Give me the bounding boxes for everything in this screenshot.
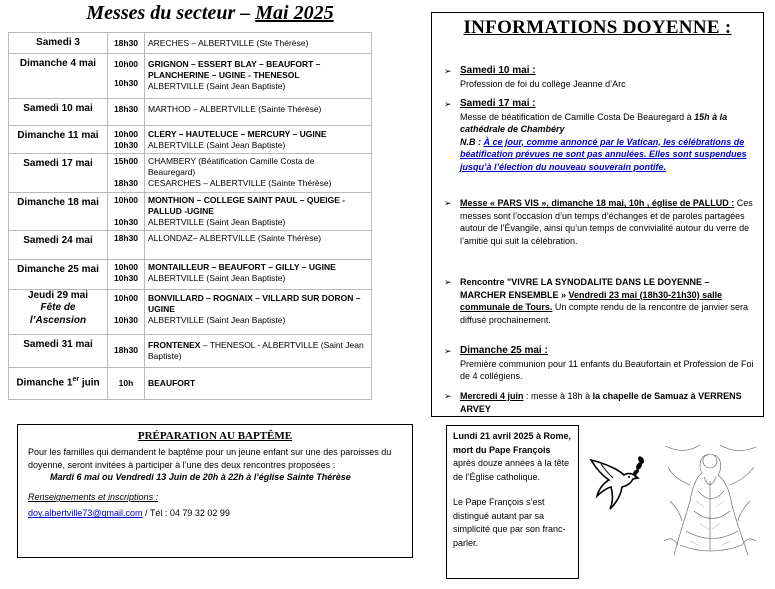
row-places: CHAMBERY (Béatification Camille Costa de Beauregard) CESARCHES – ALBERTVILLE (Sainte Thérèse) [145, 154, 372, 193]
info-item: ➢ Messe « PARS VIS », dimanche 18 mai, 10h , église de PALLUD : Ces messes sont l’occasion d’un temps d’échanges et de paroles partagées autour de l’Évangile, ainsi qu’un temps de convivialité autour du verre de l’amitié qui suit la célébration. [444, 198, 753, 246]
row-day: Dimanche 1er juin [9, 368, 108, 400]
row-places: ALLONDAZ– ALBERTVILLE (Sainte Thérèse) [145, 231, 372, 260]
table-row [9, 335, 372, 368]
row-times: 10h00 10h30 [108, 54, 145, 99]
row-day: Samedi 3 [9, 33, 108, 54]
row-day: Samedi 17 mai [9, 154, 108, 193]
info-item: ➢ Rencontre "VIVRE LA SYNODALITE DANS LE DOYENNE – MARCHER ENSEMBLE » Vendredi 23 mai (18h30-21h30) salle communale de Tours. Un compte rendu de la rencontre de janvier sera diffusé prochainement. [444, 277, 748, 325]
table-row [9, 290, 372, 335]
baptism-text: Pour les familles qui demandent le baptême pour un jeune enfant sur une des paroisses du doyenné, seront invitées à participer à l’une des deux rencontres proposées : [28, 447, 392, 470]
phone-number: / Tél : 04 79 32 02 99 [142, 508, 230, 519]
arrow-bullet-icon: ➢ [444, 277, 452, 287]
beatification-note: À ce jour, comme annoncé par le Vatican, les célébrations de béatification prévues ne sont pas annulées. Elles sont suspendues jusqu’à l’élection du nouveau souverain pontife. [460, 136, 747, 172]
info-item: ➢ Dimanche 25 mai : Première communion pour 11 enfants du Beaufortain et Profession de Foi de 4 collégiens. [444, 345, 754, 381]
row-day: Dimanche 18 mai [9, 193, 108, 231]
info-item: ➢ Samedi 17 mai : Messe de béatification de Camille Costa De Beauregard à 15h à la cathédrale de Chambéry N.B : À ce jour, comme annoncé par le Vatican, les célébrations de béatification prévues ne sont pas annulées. Elles sont suspendues jusqu’à l’élection du nouveau souverain pontife. [444, 98, 747, 172]
baptism-box [17, 424, 413, 558]
arrow-bullet-icon: ➢ [444, 99, 452, 109]
row-places: MONTAILLEUR – BEAUFORT – GILLY – UGINE ALBERTVILLE (Saint Jean Baptiste) [145, 260, 372, 290]
pope-sketch-illustration [660, 441, 760, 559]
row-day: Samedi 31 mai [9, 335, 108, 368]
row-places: CLERY – HAUTELUCE – MERCURY – UGINE ALBERTVILLE (Saint Jean Baptiste) [145, 126, 372, 154]
masses-title [0, 2, 420, 25]
row-day: Dimanche 25 mai [9, 260, 108, 290]
dove-with-olive-branch-icon [583, 452, 645, 514]
row-times: 10h [108, 368, 145, 400]
arrow-bullet-icon: ➢ [444, 198, 452, 208]
row-day: Dimanche 4 mai [9, 54, 108, 99]
table-row [9, 126, 372, 154]
info-item: ➢ Mercredi 4 juin : messe à 18h à la chapelle de Samuaz à VERRENS ARVEY [444, 391, 742, 414]
arrow-bullet-icon: ➢ [444, 66, 452, 76]
arrow-bullet-icon: ➢ [444, 391, 452, 401]
row-day: Samedi 10 mai [9, 99, 108, 126]
table-row [9, 368, 372, 400]
row-places: MARTHOD – ALBERTVILLE (Sainte Thérèse) [145, 99, 372, 126]
row-times: 18h30 [108, 335, 145, 368]
row-places: BONVILLARD – ROGNAIX – VILLARD SUR DORON – UGINE ALBERTVILLE (Saint Jean Baptiste) [145, 290, 372, 335]
mass-schedule-table [8, 32, 372, 400]
pope-text: Le Pape François s’est distingué autant par sa simplicité que par son franc-parler. [453, 497, 566, 548]
masses-title-month: Mai 2025 [255, 2, 334, 24]
masses-title-prefix: Messes du secteur – [86, 2, 256, 24]
table-row [9, 99, 372, 126]
row-times: 10h00 10h30 [108, 290, 145, 335]
table-row [9, 54, 372, 99]
row-times: 15h00 18h30 [108, 154, 145, 193]
row-places: ARECHES – ALBERTVILLE (Ste Thérèse) [145, 33, 372, 54]
table-row [9, 231, 372, 260]
row-times: 10h00 10h30 [108, 193, 145, 231]
row-times: 18h30 [108, 33, 145, 54]
row-times: 10h00 10h30 [108, 260, 145, 290]
row-times: 18h30 [108, 99, 145, 126]
table-row [9, 33, 372, 54]
pope-francis-box: Lundi 21 avril 2025 à Rome, mort du Pape François après douze années à la tête de l’Église catholique. Le Pape François s’est distingué autant par sa simplicité que par son franc-parler. [446, 425, 579, 579]
table-row [9, 193, 372, 231]
pope-head: Lundi 21 avril 2025 à Rome, mort du Pape François [453, 431, 572, 455]
row-places: GRIGNON – ESSERT BLAY – BEAUFORT – PLANCHERINE – UGINE - THENESOL ALBERTVILLE (Saint Jean Baptiste) [145, 54, 372, 99]
contact-label: Renseignements et inscriptions : [28, 492, 159, 503]
row-day: Dimanche 11 mai [9, 126, 108, 154]
row-times: 18h30 [108, 231, 145, 260]
row-places: MONTHION – COLLEGE SAINT PAUL – QUEIGE - PALLUD -UGINE ALBERTVILLE (Saint Jean Baptiste) [145, 193, 372, 231]
info-title: INFORMATIONS DOYENNE : [463, 17, 732, 38]
info-doyenne-box [431, 12, 764, 417]
info-item: ➢ Samedi 10 mai : Profession de foi du collège Jeanne d’Arc [444, 65, 626, 89]
email-link[interactable]: doy.albertville73@gmail.com [28, 508, 143, 519]
table-row [9, 154, 372, 193]
row-times: 10h00 10h30 [108, 126, 145, 154]
arrow-bullet-icon: ➢ [444, 346, 452, 356]
table-row [9, 260, 372, 290]
row-places: FRONTENEX – THENESOL - ALBERTVILLE (Saint Jean Baptiste) [145, 335, 372, 368]
row-places: BEAUFORT [145, 368, 372, 400]
row-day: Samedi 24 mai [9, 231, 108, 260]
row-day: Jeudi 29 mai Fête de l’Ascension [9, 290, 108, 335]
baptism-dates: Mardi 6 mai ou Vendredi 13 Juin de 20h à 22h à l’église Sainte Thérèse [50, 471, 351, 482]
baptism-title: PRÉPARATION AU BAPTÊME [137, 430, 293, 442]
